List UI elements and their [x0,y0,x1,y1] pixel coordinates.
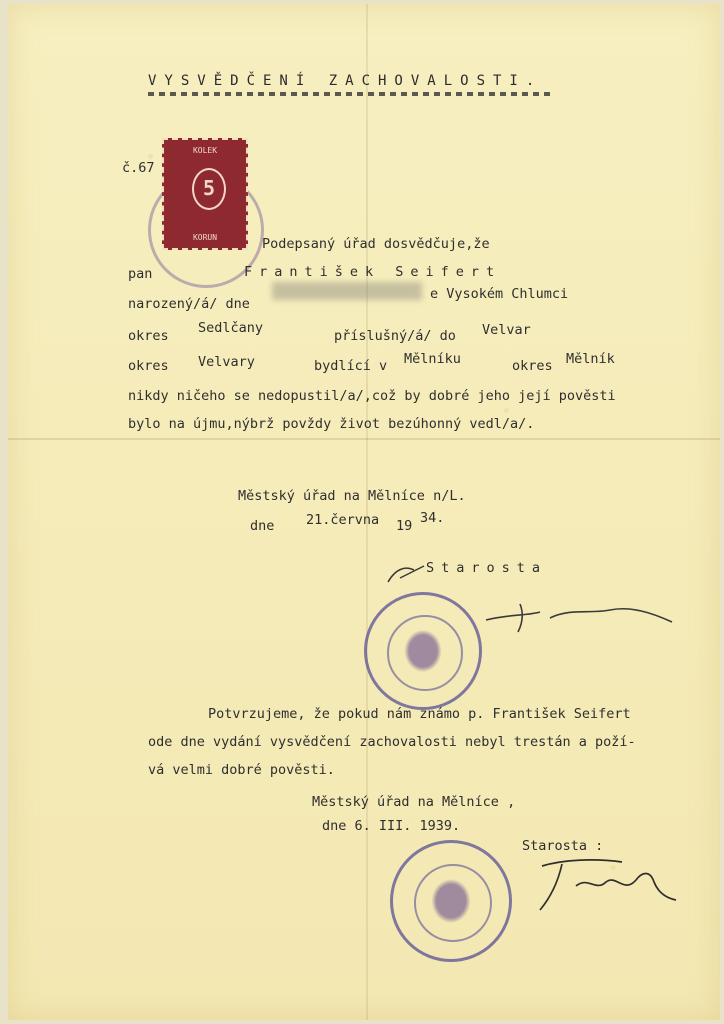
confirmation-date: dne 6. III. 1939. [322,818,461,834]
district-value: Sedlčany [198,320,264,336]
signature-1 [480,594,680,638]
tax-stamp-bottom: KORUN [192,233,218,242]
signature-role-1: Starosta [426,560,548,576]
issuer-date-value: 21.června [306,512,380,528]
confirmation-line-2: ode dne vydání vysvědčení zachovalosti nebyl trestán a poží- [148,734,636,750]
document-number: č.67 [122,160,155,176]
tax-stamp [162,138,248,250]
person-name: František Seifert [244,264,502,280]
redacted-birthdate [272,282,422,300]
residence-label: bydlící v [314,358,388,374]
domicile-value: Velvar [482,322,531,338]
document-title: VYSVĚDČENÍ ZACHOVALOSTI. [148,73,543,89]
district3-label: okres [512,358,553,374]
signature-role-2: Starosta : [522,838,604,854]
office-seal-1 [364,592,482,710]
eagle-emblem-icon [428,875,474,926]
confirmation-line-1: Potvrzujeme, že pokud nám známo p. František Seifert [208,706,631,722]
residence-value: Mělníku [404,351,461,367]
district-label: okres [128,328,169,344]
tax-stamp-top: KOLEK [192,146,218,155]
eagle-emblem-icon [401,626,446,675]
certify-line: Podepsaný úřad dosvědčuje,že [262,236,490,252]
conduct-line-2: bylo na újmu,nýbrž povždy život bezúhonný vedl/a/. [128,416,535,432]
title-underline [148,92,552,96]
district3-value: Mělník [566,351,615,367]
birth-label: narozený/á/ dne [128,296,250,312]
confirmation-office: Městský úřad na Mělníce , [312,794,516,810]
signature-2 [532,852,682,916]
fold-line-horizontal [8,438,720,440]
issuer-year-suffix: 34. [420,510,445,526]
office-seal-2 [390,840,512,962]
domicile-label: příslušný/á/ do [334,328,456,344]
birth-place: e Vysokém Chlumci [430,286,569,302]
issuer-date-label: dne [250,518,275,534]
issuer-year-prefix: 19 [396,518,413,534]
conduct-line-1: nikdy ničeho se nedopustil/a/,což by dobré jeho její pověsti [128,388,616,404]
district2-label: okres [128,358,169,374]
issuer-office: Městský úřad na Mělníce n/L. [238,488,466,504]
confirmation-line-3: vá velmi dobré pověsti. [148,762,335,778]
district2-value: Velvary [198,354,255,370]
salutation-prefix: pan [128,266,153,282]
tax-stamp-value: 5 [192,168,226,210]
signature-mark-1 [384,560,428,588]
